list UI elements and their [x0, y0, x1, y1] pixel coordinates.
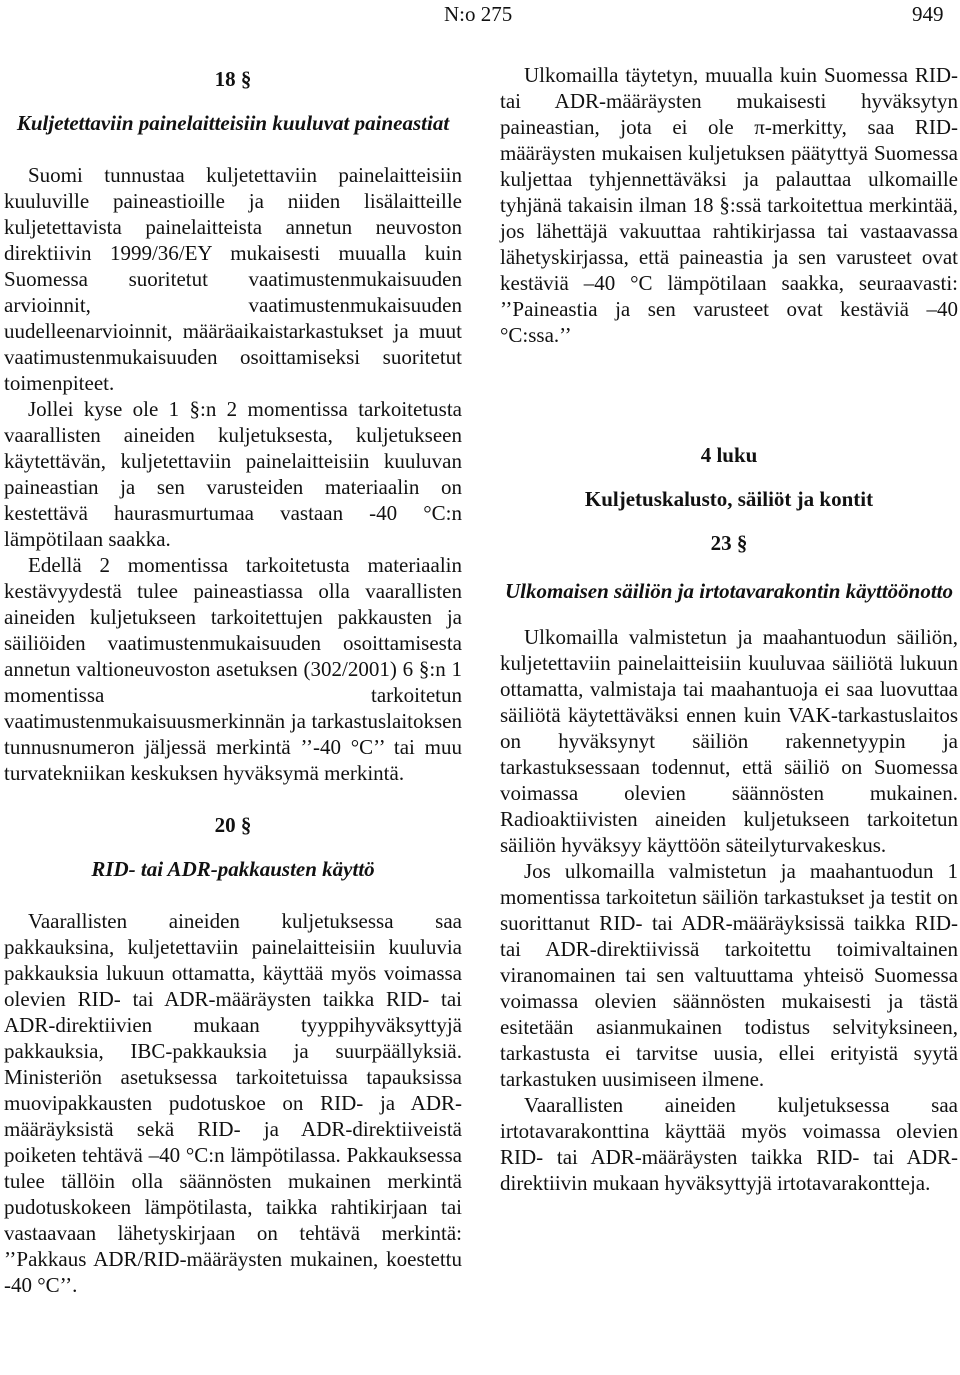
issue-number: N:o 275	[444, 2, 513, 26]
chapter-number: 4 luku	[700, 443, 758, 467]
page-number: 949	[912, 2, 944, 26]
right-column	[500, 62, 958, 1196]
section-23-title: Ulkomaisen säiliön ja irtotavarakontin käyttöönotto	[504, 579, 954, 603]
running-header	[0, 0, 960, 30]
section-23-paragraph-3: Vaarallisten aineiden kuljetuksessa saa irtotavarakonttina käyttää myös voimassa olevien RID- tai ADR-määräysten taikka RID- tai ADR-direktiivin mukaan hyväksyttyjä irtotavarakontteja.	[500, 1093, 958, 1195]
section-23-paragraph-1: Ulkomailla valmistetun ja maahantuodun säiliön, kuljetettaviin painelaitteisiin kuuluvaa säiliötä lukuun ottamatta, valmistaja tai maahantuoja ei saa luovuttaa säiliötä käytettäväksi ennen kuin VAK-tarkastuslaitos on hyväksynyt säiliön rakennetyypin ja tarkastuksessaan todennut, että säiliö on Suomessa voimassa olevien säännösten mukainen. Radioaktiivisten aineiden kuljetukseen tarkoitetun säiliön hyväksyy käyttöön säteilyturvakeskus.	[500, 625, 958, 857]
section-23-paragraph-2: Jos ulkomailla valmistetun ja maahantuodun 1 momentissa tarkoitetun säiliön tarkastukset ja testit on suorittanut RID- tai ADR-määräyksissä taikka RID- tai ADR-direktiivissä tarkoitettu toimivaltainen viranomainen tai sen valtuuttama yhteisö Suomessa voimassa olevien säännösten mukaisesti ja tästä esitetään asianmukainen todistus selvityksineen, tarkastusta ei tarvitse uusia, ellei erityistä syytä tarkastuken uusimiseen ilmene.	[500, 859, 958, 1091]
section-23-number: 23 §	[710, 531, 748, 555]
section-18-paragraph-2: Jollei kyse ole 1 §:n 2 momentissa tarkoitetusta vaarallisten aineiden kuljetuksesta, kuljetukseen käytettävän, kuljetettaviin painelaitteisiin kuuluvan paineastian ja sen varusteiden materiaalin on kestettävä haurasmurtumaa vastaan -40 °C:n lämpötilaan saakka.	[4, 397, 462, 551]
left-column	[4, 62, 462, 1298]
section-18-number: 18 §	[214, 67, 252, 91]
section-20-number: 20 §	[214, 813, 252, 837]
section-18-title: Kuljetettaviin painelaitteisiin kuuluvat paineastiat	[16, 111, 450, 135]
section-20-paragraph-1: Vaarallisten aineiden kuljetuksessa saa pakkauksina, kuljetettaviin painelaitteisiin kuuluvia pakkauksia lukuun ottamatta, käyttää myös voimassa olevien RID- tai ADR-määräysten taikka RID- tai ADR-direktiivien mukaan tyyppihyväksyttyjä pakkauksia, IBC-pakkauksia ja suurpäällyksiä. Ministeriön asetuksessa tarkoitetuissa tapauksissa muovipakkausten pudotuskoe on RID- ja ADR-määräyksistä sekä RID- ja ADR-direktiiveistä poiketen tehtävä –40 °C:n lämpötilassa. Pakkauksessa tulee tällöin olla säännösten mukainen merkintä pudotuskokeen lämpötilasta, taikka rahtikirjaan tai vastaavaan lähetyskirjaan on tehtävä merkintä: ’’Pakkaus ADR/RID-määräysten mukainen, koestettu -40 °C’’.	[4, 909, 462, 1297]
chapter-title: Kuljetuskalusto, säiliöt ja kontit	[584, 487, 874, 511]
section-18-paragraph-1: Suomi tunnustaa kuljetettaviin painelaitteisiin kuuluville paineastioille ja niiden lisälaitteille kuljetettavista painelaitteista annetun neuvoston direktiivin 1999/36/EY mukaisesti muualla kuin Suomessa suoritetut vaatimustenmukaisuuden arvioinnit, vaatimustenmukaisuuden uudelleenarvioinnit, määräaikaistarkastukset ja muut vaatimustenmukaisuuden osoittamiseksi suoritetut toimenpiteet.	[4, 163, 462, 395]
section-20-title: RID- tai ADR-pakkausten käyttö	[91, 857, 375, 881]
section-18-paragraph-3: Edellä 2 momentissa tarkoitetusta materiaalin kestävyydestä tulee paineastiassa olla vaarallisten aineiden kuljetukseen tarkoitettujen pakkausten ja säiliöiden vaatimustenmukaisuuden osoittamisesta annetun valtioneuvoston asetuksen (302/2001) 6 §:n 1 momentissa tarkoitetun vaatimustenmukaisuusmerkinnän ja tarkastuslaitoksen tunnusnumeron jäljessä merkintä ’’-40 °C’’ tai muu turvatekniikan keskuksen hyväksymä merkintä.	[4, 553, 462, 785]
section-19-paragraph: Ulkomailla täytetyn, muualla kuin Suomessa RID- tai ADR-määräysten mukaisesti hyväksytyn paineastian, jota ei ole π-merkitty, saa RID-määräysten mukaisen kuljetuksen päätyttyä Suomessa kuljettaa tyhjennettäväksi ja palauttaa ulkomaille tyhjänä takaisin ilman 18 §:ssä tarkoitettua merkintää, jos lähettäjä vakuuttaa rahtikirjassa tai vastaavassa lähetyskirjassa, että paineastia ja sen varusteet ovat kestäviä –40 °C lämpötilaan saakka, seuraavasti: ’’Paineastia ja sen varusteet ovat kestäviä –40 °C:ssa.’’	[500, 63, 958, 347]
